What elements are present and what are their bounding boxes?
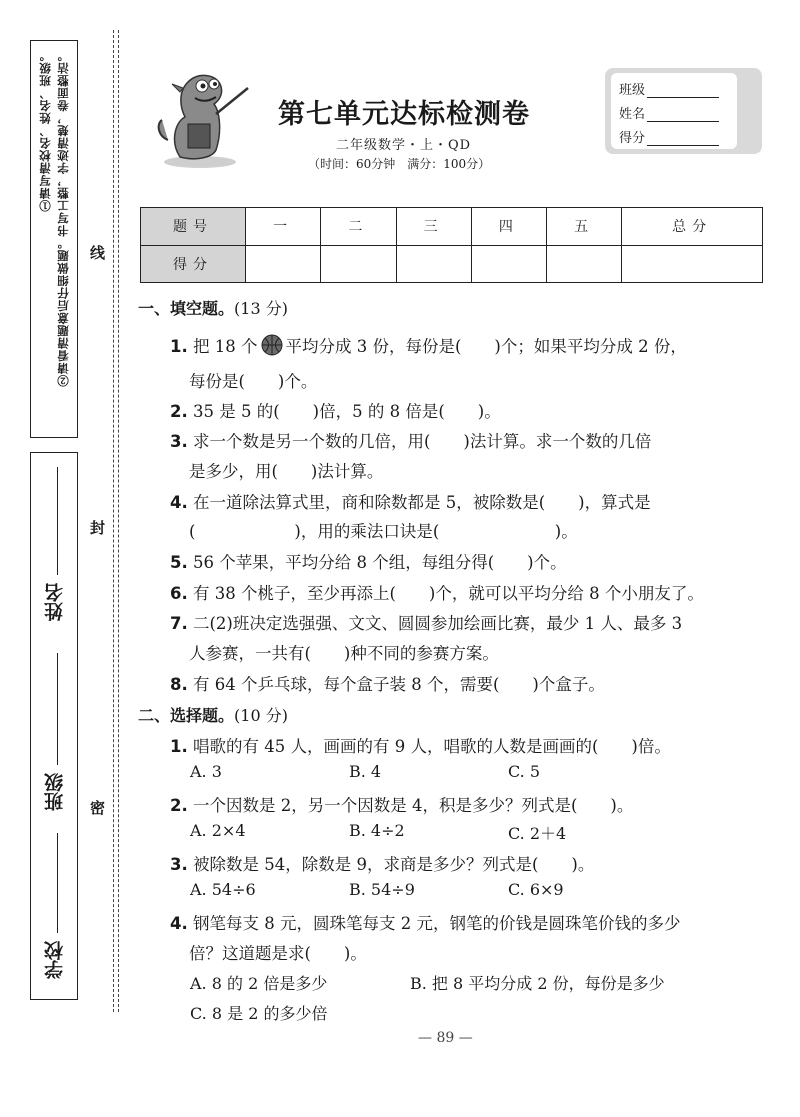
table-cell: 一 xyxy=(246,208,321,246)
instructions-box xyxy=(30,40,78,438)
question-1-4-cont: ( )，用的乘法口诀是( )。 xyxy=(189,522,578,541)
info-score-row[interactable]: 得分 xyxy=(619,127,719,146)
question-1-2: 2. 35 是 5 的( )倍，5 的 8 倍是( )。 xyxy=(170,402,501,421)
time-score-info: （时间：60分钟 满分：100分） xyxy=(308,157,491,171)
name-label: 姓名 xyxy=(44,583,66,621)
score-header: 得分 xyxy=(141,245,246,283)
info-class-row[interactable]: 班级 xyxy=(619,79,719,98)
student-info-card xyxy=(605,68,762,154)
option-b[interactable]: B. 4÷2 xyxy=(349,821,405,840)
score-cell[interactable] xyxy=(547,245,622,283)
seal-dashed-line-2 xyxy=(118,30,119,1012)
question-1-3-cont: 是多少，用( )法计算。 xyxy=(189,462,384,481)
table-cell: 三 xyxy=(396,208,471,246)
question-number-header: 题号 xyxy=(141,208,246,246)
seal-dashed-line xyxy=(113,30,114,1012)
student-info-box xyxy=(30,452,78,1000)
question-1-7-cont: 人参赛，一共有( )种不同的参赛方案。 xyxy=(189,644,499,663)
basketball-icon xyxy=(259,334,285,356)
question-1-1-cont: 每份是( )个。 xyxy=(189,372,318,391)
option-b[interactable]: B. 54÷9 xyxy=(349,880,415,899)
option-c[interactable]: C. 6×9 xyxy=(508,880,564,899)
question-1-1: 1. 把 18 个 平均分成 3 份，每份是( )个；如果平均分成 2 份， xyxy=(170,333,687,357)
section-2-title: 二、选择题。(10 分) xyxy=(138,706,288,725)
question-1-6: 6. 有 38 个桃子，至少再添上( )个，就可以平均分给 8 个小朋友了。 xyxy=(170,584,704,603)
score-cell[interactable] xyxy=(471,245,546,283)
seal-feng-label: 封 xyxy=(88,520,106,535)
table-cell: 二 xyxy=(321,208,396,246)
option-a[interactable]: A. 2×4 xyxy=(190,821,246,840)
school-label: 学校 xyxy=(44,941,66,979)
question-2-3: 3. 被除数是 54，除数是 9，求商是多少？列式是( )。 xyxy=(170,855,595,874)
score-cell[interactable] xyxy=(246,245,321,283)
table-cell: 总分 xyxy=(622,208,763,246)
question-2-4: 4. 钢笔每支 8 元，圆珠笔每支 2 元，钢笔的价钱是圆珠笔价钱的多少 xyxy=(170,914,681,933)
score-cell[interactable] xyxy=(321,245,396,283)
section-1-title: 一、填空题。(13 分) xyxy=(138,299,288,318)
option-a[interactable]: A. 8 的 2 倍是多少 xyxy=(190,974,328,993)
name-field[interactable] xyxy=(57,467,58,575)
option-c[interactable]: C. 5 xyxy=(508,762,541,781)
question-1-5: 5. 56 个苹果，平均分给 8 个组，每组分得( )个。 xyxy=(170,553,567,572)
seal-line-label: 线 xyxy=(88,245,106,260)
option-c[interactable]: C. 8 是 2 的多少倍 xyxy=(190,1004,328,1023)
page-title: 第七单元达标检测卷 xyxy=(278,99,530,130)
option-a[interactable]: A. 3 xyxy=(190,762,222,781)
score-table xyxy=(140,207,763,283)
question-1-3: 3. 求一个数是另一个数的几倍，用( )法计算。求一个数的几倍 xyxy=(170,432,652,451)
subtitle: 二年级数学・上・QD xyxy=(336,138,472,153)
seal-mi-label: 密 xyxy=(88,800,106,815)
question-1-4: 4. 在一道除法算式里，商和除数都是 5，被除数是( )，算式是 xyxy=(170,493,651,512)
instruction-2: ②请看清题意后仔细做题。书写工整，字迹清楚，卷面整洁。 xyxy=(56,49,70,387)
instruction-1: ①请写清校名、姓名、班级。 xyxy=(38,49,52,212)
table-cell: 四 xyxy=(471,208,546,246)
info-name-row[interactable]: 姓名 xyxy=(619,103,719,122)
option-a[interactable]: A. 54÷6 xyxy=(190,880,256,899)
option-c[interactable]: C. 2＋4 xyxy=(508,824,567,843)
question-2-1: 1. 唱歌的有 45 人，画画的有 9 人，唱歌的人数是画画的( )倍。 xyxy=(170,737,671,756)
table-row xyxy=(141,245,763,283)
table-cell: 五 xyxy=(547,208,622,246)
option-b[interactable]: B. 把 8 平均分成 2 份，每份是多少 xyxy=(410,974,665,993)
option-b[interactable]: B. 4 xyxy=(349,762,382,781)
class-label: 班级 xyxy=(44,773,66,811)
dinosaur-teacher-illustration xyxy=(150,62,255,170)
score-cell[interactable] xyxy=(622,245,763,283)
question-1-8: 8. 有 64 个乒乓球，每个盒子装 8 个，需要( )个盒子。 xyxy=(170,675,605,694)
question-2-2: 2. 一个因数是 2，另一个因数是 4，积是多少？列式是( )。 xyxy=(170,796,634,815)
page-number: — 89 — xyxy=(418,1030,473,1046)
table-row xyxy=(141,208,763,246)
question-2-4-cont: 倍？这道题是求( )。 xyxy=(189,944,367,963)
question-1-7: 7. 二(2)班决定选强强、文文、圆圆参加绘画比赛，最少 1 人、最多 3 xyxy=(170,614,683,633)
score-cell[interactable] xyxy=(396,245,471,283)
class-field[interactable] xyxy=(57,653,58,765)
school-field[interactable] xyxy=(57,833,58,933)
